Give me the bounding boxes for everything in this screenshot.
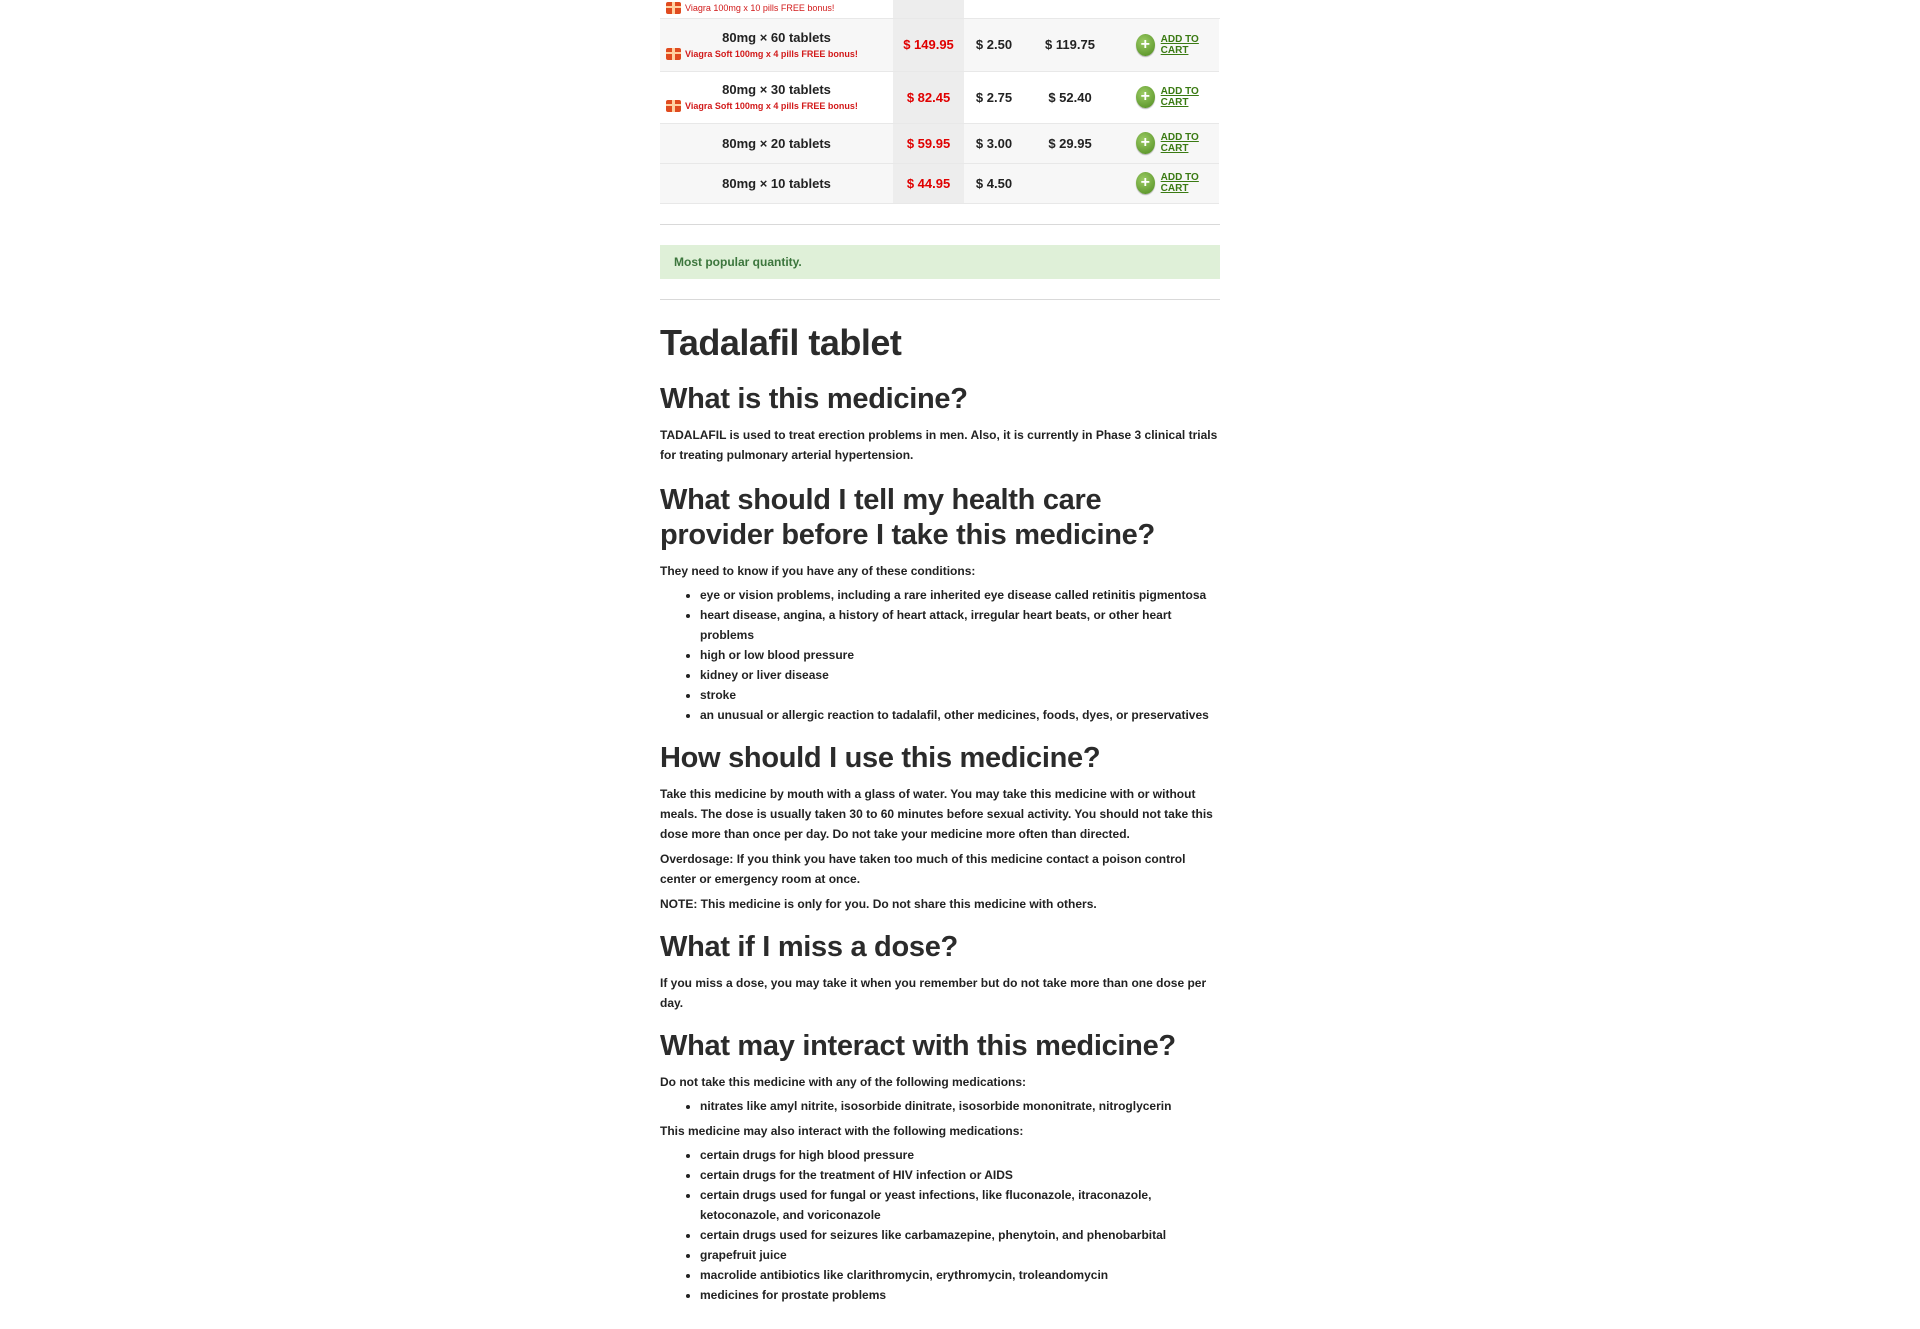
article — [660, 322, 1220, 1305]
paragraph: Do not take this medicine with any of the following medications: — [660, 1074, 1027, 1089]
section-heading: What may interact with this medicine? — [660, 1029, 1176, 1062]
package-label: 80mg × 20 tablets — [722, 135, 831, 151]
savings: $ 29.95 — [1024, 123, 1116, 163]
gift-icon — [666, 2, 681, 14]
list-item: • kidney or liver disease — [700, 665, 1220, 685]
plus-icon: + — [1136, 132, 1155, 154]
bonus-line — [660, 100, 893, 112]
list-item: • macrolide antibiotics like clarithromycin, erythromycin, troleandomycin — [700, 1265, 1220, 1285]
package-cell — [660, 163, 893, 203]
list-item: • heart disease, angina, a history of heart attack, irregular heart beats, or other heart problems — [700, 605, 1220, 645]
contraindications-list — [660, 1096, 1220, 1116]
add-to-cart-button[interactable] — [1136, 132, 1219, 154]
add-to-cart-button[interactable] — [1136, 86, 1219, 108]
package-label: 80mg × 60 tablets — [722, 29, 831, 45]
conditions-list — [660, 585, 1220, 725]
savings: $ 52.40 — [1024, 71, 1116, 123]
top-bonus-row — [660, 0, 1220, 19]
divider — [660, 224, 1220, 225]
package-price: $ 59.95 — [893, 123, 964, 163]
package-cell — [660, 19, 893, 71]
paragraph: Take this medicine by mouth with a glass of water. You may take this medicine with or without meals. The dose is usually taken 30 to 60 minutes before sexual activity. You should not take this dose more than once per day. Do not take your medicine more often than directed. — [660, 786, 1213, 841]
divider — [660, 299, 1220, 300]
paragraph: NOTE: This medicine is only for you. Do not share this medicine with others. — [660, 896, 1097, 911]
paragraph: They need to know if you have any of these conditions: — [660, 563, 976, 578]
add-to-cart-link[interactable]: ADD TO CART — [1160, 132, 1199, 154]
list-item: • nitrates like amyl nitrite, isosorbide dinitrate, isosorbide mononitrate, nitroglycerin — [700, 1096, 1220, 1116]
bonus-text: Viagra Soft 100mg x 4 pills FREE bonus! — [685, 101, 858, 111]
add-to-cart-link[interactable]: ADD TO CART — [1160, 172, 1199, 194]
price-table — [660, 19, 1219, 204]
table-row — [660, 163, 1219, 203]
list-item: • medicines for prostate problems — [700, 1285, 1220, 1305]
list-item: • certain drugs for high blood pressure — [700, 1145, 1220, 1165]
table-row — [660, 71, 1219, 123]
list-item: • certain drugs for the treatment of HIV infection or AIDS — [700, 1165, 1220, 1185]
package-price: $ 149.95 — [893, 19, 964, 71]
per-pill-price: $ 2.75 — [964, 71, 1024, 123]
add-to-cart-link[interactable]: ADD TO CART — [1160, 33, 1199, 56]
interactions-list — [660, 1145, 1220, 1305]
package-cell — [660, 123, 893, 163]
section-heading: How should I use this medicine? — [660, 741, 1101, 774]
gift-icon — [666, 48, 681, 60]
table-row — [660, 123, 1219, 163]
main-column — [660, 0, 1220, 1305]
per-pill-price: $ 2.50 — [964, 19, 1024, 71]
list-item: • eye or vision problems, including a rare inherited eye disease called retinitis pigmentosa — [700, 585, 1220, 605]
list-item: • grapefruit juice — [700, 1245, 1220, 1265]
page-title: Tadalafil tablet — [660, 321, 902, 363]
package-label: 80mg × 10 tablets — [722, 175, 831, 191]
list-item: • stroke — [700, 685, 1220, 705]
add-to-cart-button[interactable] — [1136, 34, 1219, 56]
add-to-cart-button[interactable] — [1136, 172, 1219, 194]
section-heading: What if I miss a dose? — [660, 930, 958, 963]
package-label: 80mg × 30 tablets — [722, 82, 831, 97]
list-item: • high or low blood pressure — [700, 645, 1220, 665]
plus-icon: + — [1136, 86, 1155, 108]
paragraph: If you miss a dose, you may take it when you remember but do not take more than one dose per day. — [660, 975, 1207, 1010]
popular-quantity-note: Most popular quantity. — [660, 245, 1220, 279]
section-heading: What is this medicine? — [660, 382, 968, 415]
paragraph: This medicine may also interact with the following medications: — [660, 1123, 1024, 1138]
savings — [1024, 163, 1116, 203]
per-pill-price: $ 4.50 — [964, 163, 1024, 203]
section-heading: What should I tell my health care provider before I take this medicine? — [660, 483, 1155, 551]
package-price: $ 44.95 — [893, 163, 964, 203]
package-price: $ 82.45 — [893, 71, 964, 123]
bonus-text: Viagra 100mg x 10 pills FREE bonus! — [685, 3, 835, 13]
add-to-cart-link[interactable]: ADD TO CART — [1160, 86, 1199, 108]
bonus-text: Viagra Soft 100mg x 4 pills FREE bonus! — [685, 48, 858, 59]
paragraph: Overdosage: If you think you have taken too much of this medicine contact a poison control center or emergency room at once. — [660, 851, 1186, 886]
savings: $ 119.75 — [1024, 19, 1116, 71]
list-item: • certain drugs used for seizures like carbamazepine, phenytoin, and phenobarbital — [700, 1225, 1220, 1245]
gift-icon — [666, 100, 681, 112]
plus-icon: + — [1136, 34, 1155, 56]
list-item: • an unusual or allergic reaction to tadalafil, other medicines, foods, dyes, or preservatives — [700, 705, 1220, 725]
bonus-line — [660, 48, 893, 60]
per-pill-price: $ 3.00 — [964, 123, 1024, 163]
plus-icon: + — [1136, 172, 1155, 194]
package-cell — [660, 71, 893, 123]
paragraph: TADALAFIL is used to treat erection problems in men. Also, it is currently in Phase 3 clinical trials for treating pulmonary arterial hypertension. — [660, 427, 1218, 462]
table-row — [660, 19, 1219, 71]
list-item: • certain drugs used for fungal or yeast infections, like fluconazole, itraconazole, ketoconazole, and voriconazole — [700, 1185, 1220, 1225]
